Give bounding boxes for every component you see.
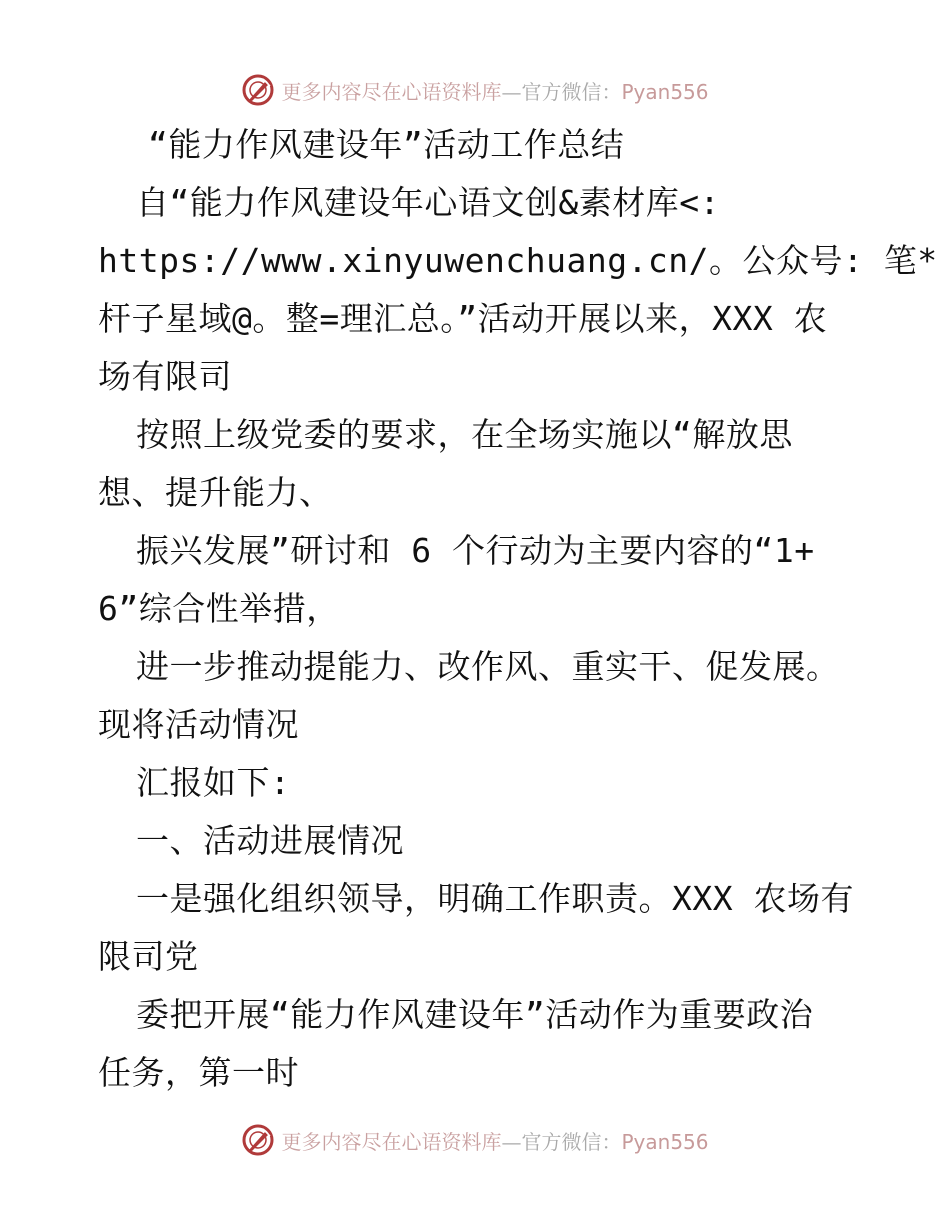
paragraph-line: 振兴发展”研讨和 6 个行动为主要内容的“1+ <box>136 531 815 570</box>
paragraph-line: 想、提升能力、 <box>98 473 333 512</box>
paragraph-line: 场有限司 <box>98 357 232 396</box>
header-banner <box>0 70 950 110</box>
footer-banner <box>0 1120 950 1160</box>
paragraph-line: 限司党 <box>98 937 199 976</box>
quill-logo-icon <box>241 73 275 107</box>
quill-logo-icon <box>241 1123 275 1157</box>
banner-wechat-handle: Pyan556 <box>621 1129 709 1154</box>
paragraph-line: 委把开展“能力作风建设年”活动作为重要政治 <box>136 995 814 1034</box>
banner-separator: — <box>501 79 522 104</box>
banner-wechat-label: 官方微信： <box>521 1129 622 1154</box>
banner-text <box>281 76 708 105</box>
header-banner-inner <box>241 73 708 107</box>
paragraph-line: 汇报如下: <box>136 763 291 802</box>
paragraph-line: 按照上级党委的要求，在全场实施以“解放思 <box>136 415 793 454</box>
section-heading: 一、活动进展情况 <box>136 821 404 860</box>
paragraph-line: 进一步推动提能力、改作风、重实干、促发展。 <box>136 647 840 686</box>
paragraph-line: 现将活动情况 <box>98 705 299 744</box>
banner-separator: — <box>501 1129 522 1154</box>
paragraph-line: 一是强化组织领导，明确工作职责。XXX 农场有 <box>136 879 854 918</box>
banner-wechat-label: 官方微信： <box>521 79 622 104</box>
paragraph-line: 任务，第一时 <box>98 1053 299 1092</box>
paragraph-line: https://www.xinyuwenchuang.cn/。公众号: 笔* <box>98 241 938 280</box>
banner-text <box>281 1126 708 1155</box>
paragraph-line: 杆子星域@。整=理汇总。”活动开展以来，XXX 农 <box>98 299 828 338</box>
footer-banner-inner <box>241 1123 708 1157</box>
paragraph-line: 6”综合性举措， <box>98 589 340 628</box>
paragraph-line: 自“能力作风建设年心语文创&素材库<: <box>136 183 720 222</box>
banner-main-text: 更多内容尽在心语资料库 <box>281 1129 502 1154</box>
banner-wechat-handle: Pyan556 <box>621 79 709 104</box>
document-title: “能力作风建设年”活动工作总结 <box>148 125 625 164</box>
banner-main-text: 更多内容尽在心语资料库 <box>281 79 502 104</box>
document-body <box>98 116 938 1102</box>
